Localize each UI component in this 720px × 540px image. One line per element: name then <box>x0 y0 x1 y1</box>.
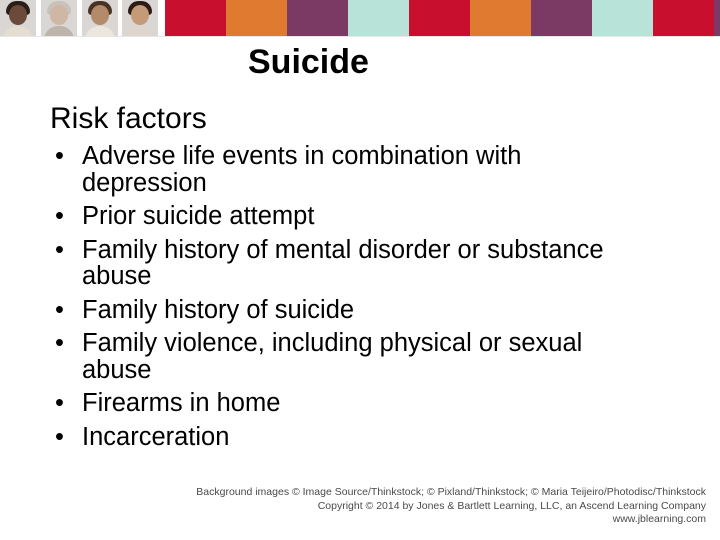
bullet-text: Incarceration <box>82 422 230 451</box>
bullet-icon: • <box>55 389 64 417</box>
slide-title: Suicide <box>248 43 369 81</box>
bullet-text: Adverse life events in combination with depression <box>82 142 522 197</box>
photo-face <box>91 5 109 25</box>
header-photo <box>0 0 36 36</box>
bullet-icon: • <box>55 202 64 230</box>
header-color-block <box>714 0 720 36</box>
header-color-block <box>592 0 654 36</box>
header-color-block <box>653 0 715 36</box>
bullet-item <box>52 330 692 383</box>
header-photo <box>82 0 118 36</box>
header-strip <box>0 0 720 37</box>
bullet-text: Firearms in home <box>82 389 281 417</box>
header-photo <box>41 0 77 36</box>
bullet-item <box>52 237 692 290</box>
bullet-item <box>52 390 692 417</box>
header-color-block <box>409 0 471 36</box>
photo-face <box>50 5 68 25</box>
bullet-item <box>52 424 692 451</box>
bullet-text: Prior suicide attempt <box>82 202 315 230</box>
footer-image-credits: Background images © Image Source/Thinkstock; © Pixland/Thinkstock; © Maria Teijeiro/Photodisc/Thinkstock <box>196 486 706 498</box>
bullet-icon: • <box>55 142 64 170</box>
header-photo <box>122 0 158 36</box>
footer-website-link: www.jblearning.com <box>612 513 706 525</box>
header-color-block <box>348 0 410 36</box>
bullet-text: Family violence, including physical or sexual abuse <box>82 329 583 384</box>
header-color-block <box>165 0 227 36</box>
bullet-text: Family history of mental disorder or substance abuse <box>82 235 604 290</box>
header-color-block <box>287 0 349 36</box>
header-divider <box>0 36 720 37</box>
photo-shoulders <box>85 26 115 36</box>
bullet-item <box>52 203 692 230</box>
photo-shoulders <box>44 26 74 36</box>
bullet-list <box>52 143 692 457</box>
photo-shoulders <box>3 26 33 36</box>
bullet-item <box>52 297 692 324</box>
bullet-icon: • <box>55 422 64 451</box>
bullet-text: Family history of suicide <box>82 295 355 324</box>
header-color-block <box>226 0 288 36</box>
header-color-block <box>531 0 593 36</box>
slide-subtitle: Risk factors <box>50 102 207 135</box>
bullet-icon: • <box>55 295 64 324</box>
footer-copyright: Copyright © 2014 by Jones & Bartlett Learning, LLC, an Ascend Learning Company <box>317 499 706 512</box>
photo-face <box>9 5 27 25</box>
photo-face <box>131 5 149 25</box>
footer-credits <box>196 486 706 527</box>
bullet-icon: • <box>55 235 64 264</box>
bullet-item <box>52 143 692 196</box>
bullet-icon: • <box>55 329 64 357</box>
header-color-block <box>470 0 532 36</box>
photo-shoulders <box>125 26 155 36</box>
